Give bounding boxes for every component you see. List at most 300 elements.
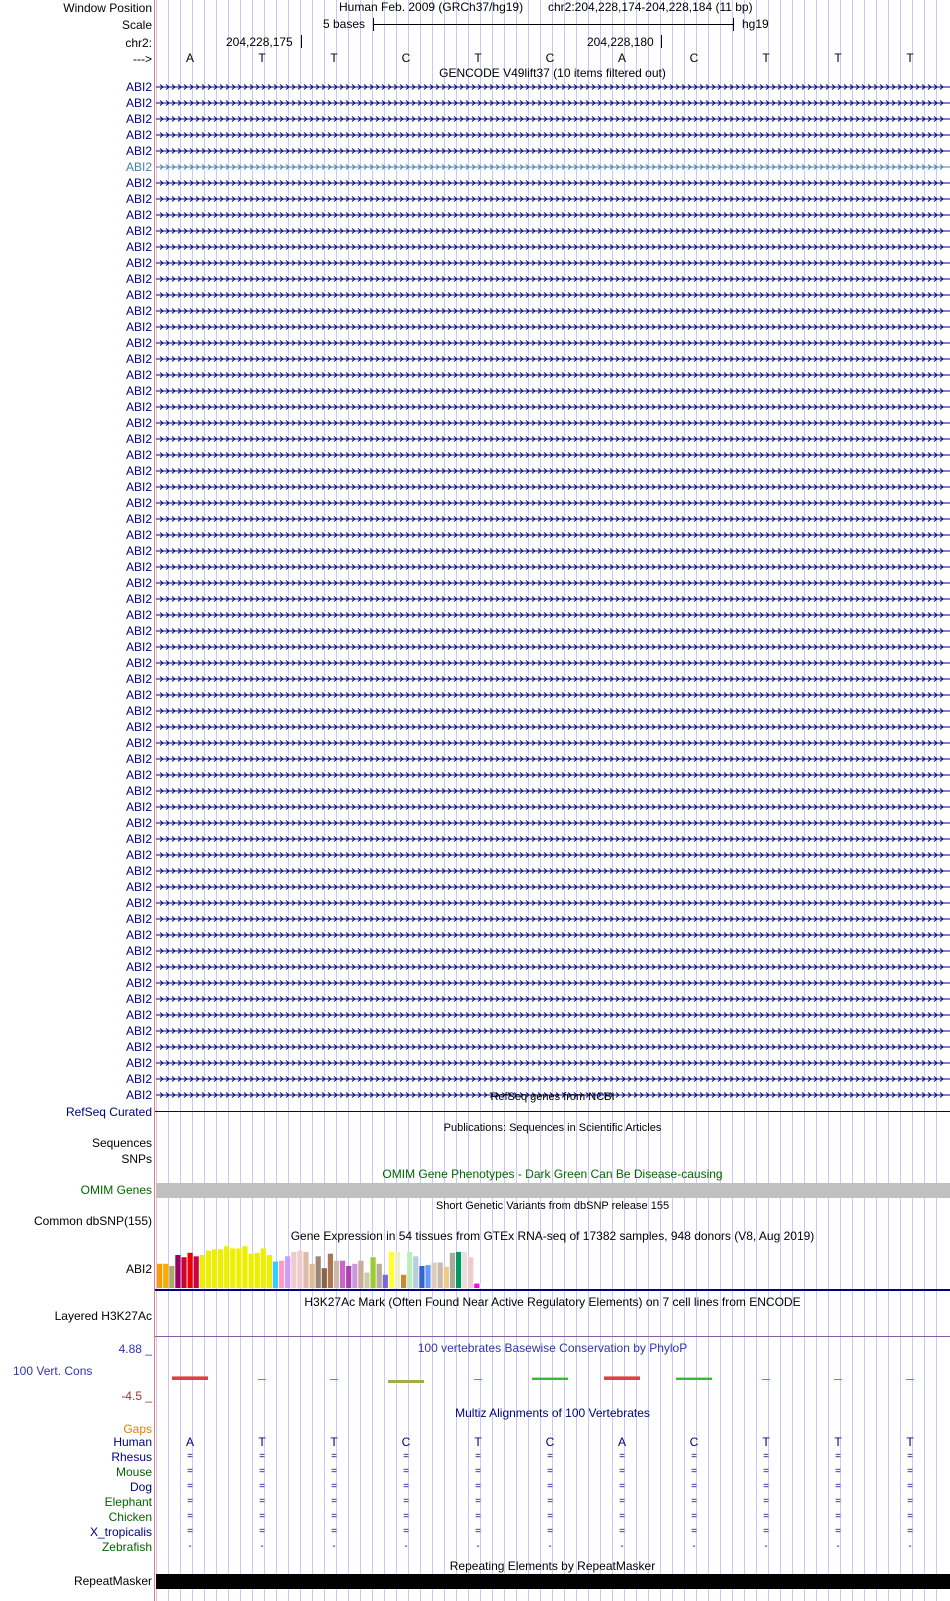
gencode-gene-label[interactable]: ABI2: [125, 784, 152, 798]
multiz-species-label[interactable]: Elephant: [104, 1495, 152, 1509]
gtex-tissue-bar[interactable]: [242, 1246, 247, 1288]
multiz-track-title[interactable]: Multiz Alignments of 100 Vertebrates: [455, 1406, 650, 1420]
gencode-transcript[interactable]: [0, 771, 950, 779]
omim-track-title[interactable]: OMIM Gene Phenotypes - Dark Green Can Be Disease-causing: [382, 1167, 723, 1181]
gencode-gene-label[interactable]: ABI2: [125, 1072, 152, 1086]
gencode-transcript[interactable]: [0, 163, 950, 171]
gtex-tissue-bar[interactable]: [456, 1252, 461, 1288]
base-letter: T: [762, 51, 770, 65]
multiz-match-symbol: =: [475, 1466, 481, 1477]
gencode-gene-label[interactable]: ABI2: [125, 800, 152, 814]
gencode-gene-label[interactable]: ABI2: [125, 384, 152, 398]
gencode-transcript[interactable]: [0, 611, 950, 619]
gencode-transcript[interactable]: [0, 515, 950, 523]
base-letter: T: [906, 51, 914, 65]
multiz-human-base: T: [330, 1435, 338, 1449]
gencode-transcript[interactable]: [0, 915, 950, 923]
gtex-tissue-bar[interactable]: [169, 1266, 174, 1288]
gencode-gene-label[interactable]: ABI2: [125, 720, 152, 734]
gtex-tissue-bar[interactable]: [249, 1254, 254, 1288]
gencode-gene-label[interactable]: ABI2: [125, 848, 152, 862]
gencode-transcript[interactable]: [0, 627, 950, 635]
gtex-tissue-bar[interactable]: [224, 1246, 229, 1288]
multiz-match-symbol: =: [187, 1451, 193, 1462]
gencode-transcript[interactable]: [0, 499, 950, 507]
gencode-gene-label[interactable]: ABI2: [125, 752, 152, 766]
window-position-value: chr2:204,228,174-204,228,184 (11 bp): [548, 0, 753, 14]
refseq-feature-line[interactable]: [155, 1111, 950, 1112]
gtex-tissue-bar[interactable]: [230, 1248, 235, 1288]
gencode-gene-label[interactable]: ABI2: [125, 912, 152, 926]
gencode-gene-label[interactable]: ABI2: [125, 288, 152, 302]
gtex-expression-chart[interactable]: [156, 1244, 950, 1290]
h3k27ac-track-title[interactable]: H3K27Ac Mark (Often Found Near Active Regulatory Elements) on 7 cell lines from ENCODE: [304, 1295, 801, 1309]
gtex-tissue-bar[interactable]: [438, 1262, 443, 1288]
gencode-transcript[interactable]: [0, 211, 950, 219]
multiz-match-symbol: =: [763, 1496, 769, 1507]
gencode-transcript[interactable]: [0, 867, 950, 875]
multiz-match-symbol: -: [260, 1541, 264, 1552]
multiz-match-symbol: =: [835, 1451, 841, 1462]
multiz-match-symbol: =: [763, 1511, 769, 1522]
multiz-match-symbol: -: [404, 1541, 408, 1552]
gtex-tissue-bar[interactable]: [236, 1248, 241, 1288]
multiz-match-symbol: =: [259, 1526, 265, 1537]
gtex-tissue-bar[interactable]: [383, 1275, 388, 1288]
gencode-transcript[interactable]: [0, 99, 950, 107]
gencode-transcript[interactable]: [0, 259, 950, 267]
gtex-tissue-bar[interactable]: [194, 1256, 199, 1288]
multiz-match-symbol: -: [692, 1541, 696, 1552]
gtex-tissue-bar[interactable]: [432, 1262, 437, 1288]
gtex-tissue-bar[interactable]: [218, 1249, 223, 1288]
gencode-transcript[interactable]: [0, 147, 950, 155]
multiz-human-base: C: [689, 1435, 699, 1449]
multiz-species-label[interactable]: Rhesus: [111, 1450, 152, 1464]
gtex-tissue-bar[interactable]: [322, 1268, 327, 1288]
gencode-gene-label[interactable]: ABI2: [125, 544, 152, 558]
multiz-species-label[interactable]: Zebrafish: [101, 1540, 152, 1554]
multiz-match-symbol: -: [332, 1541, 336, 1552]
multiz-match-symbol: =: [619, 1451, 625, 1462]
gencode-gene-label[interactable]: ABI2: [125, 768, 152, 782]
multiz-match-symbol: =: [835, 1496, 841, 1507]
gtex-tissue-bar[interactable]: [480, 1284, 485, 1288]
gencode-gene-label[interactable]: ABI2: [125, 880, 152, 894]
multiz-match-symbol: =: [547, 1466, 553, 1477]
gencode-gene-label[interactable]: ABI2: [125, 400, 152, 414]
gencode-transcript[interactable]: [0, 931, 950, 939]
gtex-tissue-bar[interactable]: [340, 1261, 345, 1288]
gtex-tissue-bar[interactable]: [163, 1264, 168, 1288]
gencode-gene-label[interactable]: ABI2: [125, 336, 152, 350]
phylop-max-label: 4.88 _: [118, 1342, 152, 1356]
gencode-gene-label[interactable]: ABI2: [125, 128, 152, 142]
multiz-match-symbol: =: [835, 1511, 841, 1522]
gencode-transcript[interactable]: [0, 803, 950, 811]
multiz-match-symbol: =: [403, 1526, 409, 1537]
ruler-position-b: 204,228,180: [587, 35, 654, 49]
gencode-transcript[interactable]: [0, 659, 950, 667]
gencode-gene-label[interactable]: ABI2: [125, 992, 152, 1006]
phylop-score-bar[interactable]: [906, 1379, 914, 1380]
gencode-gene-label[interactable]: ABI2: [125, 304, 152, 318]
multiz-human-base: C: [545, 1435, 555, 1449]
gencode-gene-label[interactable]: ABI2: [125, 1056, 152, 1070]
gencode-gene-label[interactable]: ABI2: [125, 672, 152, 686]
gtex-tissue-bar[interactable]: [377, 1264, 382, 1288]
multiz-match-symbol: =: [475, 1481, 481, 1492]
multiz-gaps-label[interactable]: Gaps: [123, 1422, 152, 1436]
gencode-gene-label[interactable]: ABI2: [125, 416, 152, 430]
dbsnp-track-title[interactable]: Short Genetic Variants from dbSNP release 155: [435, 1200, 670, 1212]
gtex-tissue-bar[interactable]: [444, 1267, 449, 1288]
multiz-match-symbol: =: [907, 1526, 913, 1537]
multiz-match-symbol: =: [763, 1481, 769, 1492]
gencode-transcript[interactable]: [0, 419, 950, 427]
phylop-score-bar[interactable]: [172, 1376, 208, 1380]
multiz-match-symbol: =: [619, 1466, 625, 1477]
multiz-human-base: A: [185, 1435, 194, 1449]
gencode-gene-label[interactable]: ABI2: [125, 560, 152, 574]
gencode-gene-label[interactable]: ABI2: [125, 96, 152, 110]
gencode-gene-label[interactable]: ABI2: [125, 320, 152, 334]
gtex-tissue-bar[interactable]: [261, 1248, 266, 1288]
gencode-gene-label[interactable]: ABI2: [125, 832, 152, 846]
gtex-tissue-bar[interactable]: [334, 1261, 339, 1288]
strand-label: --->: [133, 52, 152, 66]
gencode-gene-label[interactable]: ABI2: [125, 816, 152, 830]
pubs-track-label-sequences[interactable]: Sequences: [91, 1136, 152, 1150]
multiz-match-symbol: =: [907, 1466, 913, 1477]
gtex-tissue-bar[interactable]: [401, 1275, 406, 1288]
multiz-match-symbol: =: [403, 1451, 409, 1462]
gencode-gene-label[interactable]: ABI2: [125, 896, 152, 910]
gencode-transcript[interactable]: [0, 899, 950, 907]
gtex-tissue-bar[interactable]: [157, 1264, 162, 1288]
gencode-gene-label[interactable]: ABI2: [125, 576, 152, 590]
gtex-tissue-bar[interactable]: [310, 1264, 315, 1288]
gencode-gene-label[interactable]: ABI2: [125, 448, 152, 462]
multiz-species-label[interactable]: X_tropicalis: [89, 1525, 152, 1539]
gencode-gene-label[interactable]: ABI2: [125, 496, 152, 510]
gtex-tissue-bar[interactable]: [468, 1257, 473, 1288]
multiz-match-symbol: -: [476, 1541, 480, 1552]
multiz-match-symbol: =: [475, 1526, 481, 1537]
gencode-transcript[interactable]: [0, 195, 950, 203]
gencode-gene-label[interactable]: ABI2: [125, 976, 152, 990]
gtex-tissue-bar[interactable]: [285, 1256, 290, 1288]
gencode-gene-label[interactable]: ABI2: [125, 160, 152, 174]
base-letter: C: [401, 51, 411, 65]
rmsk-feature-bar[interactable]: [156, 1574, 950, 1589]
gencode-transcript[interactable]: [0, 723, 950, 731]
multiz-match-symbol: =: [475, 1511, 481, 1522]
phylop-score-bar[interactable]: [532, 1378, 568, 1380]
multiz-match-symbol: =: [763, 1451, 769, 1462]
gencode-transcript[interactable]: [0, 387, 950, 395]
gencode-transcript[interactable]: [0, 227, 950, 235]
multiz-match-symbol: =: [691, 1466, 697, 1477]
gtex-tissue-bar[interactable]: [303, 1252, 308, 1288]
multiz-match-symbol: =: [691, 1451, 697, 1462]
gtex-tissue-bar[interactable]: [346, 1266, 351, 1288]
multiz-match-symbol: =: [187, 1466, 193, 1477]
gencode-transcript[interactable]: [0, 355, 950, 363]
gtex-tissue-bar[interactable]: [419, 1266, 424, 1288]
multiz-match-symbol: =: [547, 1481, 553, 1492]
gencode-transcript[interactable]: [0, 579, 950, 587]
gencode-transcript[interactable]: [0, 835, 950, 843]
multiz-match-symbol: =: [547, 1511, 553, 1522]
gencode-transcript[interactable]: [0, 115, 950, 123]
gencode-gene-label[interactable]: ABI2: [125, 944, 152, 958]
gencode-gene-label[interactable]: ABI2: [125, 480, 152, 494]
gencode-transcript[interactable]: [0, 291, 950, 299]
base-letter: T: [834, 51, 842, 65]
gencode-gene-label[interactable]: ABI2: [125, 960, 152, 974]
gencode-gene-label[interactable]: ABI2: [125, 256, 152, 270]
gencode-gene-label[interactable]: ABI2: [125, 208, 152, 222]
gencode-transcript[interactable]: [0, 707, 950, 715]
multiz-species-label[interactable]: Chicken: [108, 1510, 152, 1524]
multiz-match-symbol: -: [620, 1541, 624, 1552]
gencode-transcript[interactable]: [0, 1027, 950, 1035]
pubs-track-title[interactable]: Publications: Sequences in Scientific Articles: [443, 1122, 662, 1134]
gencode-gene-label[interactable]: ABI2: [125, 864, 152, 878]
gencode-gene-label[interactable]: ABI2: [125, 368, 152, 382]
base-letter: C: [689, 51, 699, 65]
multiz-match-symbol: =: [331, 1481, 337, 1492]
multiz-human-base: T: [834, 1435, 842, 1449]
gencode-gene-label[interactable]: ABI2: [125, 112, 152, 126]
gencode-transcript[interactable]: [0, 339, 950, 347]
base-letter: T: [474, 51, 482, 65]
multiz-match-symbol: =: [403, 1481, 409, 1492]
gencode-gene-label[interactable]: ABI2: [125, 512, 152, 526]
gencode-transcript[interactable]: [0, 963, 950, 971]
gencode-gene-label[interactable]: ABI2: [125, 272, 152, 286]
gtex-tissue-bar[interactable]: [291, 1252, 296, 1288]
multiz-match-symbol: =: [907, 1451, 913, 1462]
base-letter: A: [617, 51, 626, 65]
base-letter: A: [185, 51, 194, 65]
gencode-gene-label[interactable]: ABI2: [125, 432, 152, 446]
gencode-transcript[interactable]: [0, 323, 950, 331]
gencode-gene-label[interactable]: ABI2: [125, 928, 152, 942]
phylop-track-title[interactable]: 100 vertebrates Basewise Conservation by PhyloP: [417, 1341, 688, 1355]
gencode-track-title[interactable]: GENCODE V49lift37 (10 items filtered out): [439, 66, 666, 80]
gencode-transcript[interactable]: [0, 755, 950, 763]
gencode-gene-label[interactable]: ABI2: [125, 528, 152, 542]
h3k27ac-track-label[interactable]: Layered H3K27Ac: [54, 1309, 152, 1323]
gtex-tissue-bar[interactable]: [358, 1261, 363, 1288]
gtex-tissue-bar[interactable]: [407, 1252, 412, 1288]
multiz-match-symbol: =: [475, 1451, 481, 1462]
multiz-match-symbol: =: [403, 1496, 409, 1507]
gencode-gene-label[interactable]: ABI2: [125, 1088, 152, 1102]
scale-bar: [373, 24, 733, 25]
multiz-match-symbol: =: [835, 1466, 841, 1477]
gencode-transcript[interactable]: [0, 643, 950, 651]
gencode-gene-label[interactable]: ABI2: [125, 1024, 152, 1038]
gtex-tissue-bar[interactable]: [364, 1273, 369, 1288]
multiz-human-base: T: [762, 1435, 770, 1449]
multiz-match-symbol: =: [907, 1496, 913, 1507]
gencode-transcript[interactable]: [0, 243, 950, 251]
gencode-gene-label[interactable]: ABI2: [125, 144, 152, 158]
gencode-gene-label[interactable]: ABI2: [125, 656, 152, 670]
gtex-tissue-bar[interactable]: [413, 1256, 418, 1288]
gencode-gene-label[interactable]: ABI2: [125, 704, 152, 718]
gencode-gene-label[interactable]: ABI2: [125, 224, 152, 238]
gencode-transcript[interactable]: [0, 883, 950, 891]
multiz-match-symbol: =: [331, 1466, 337, 1477]
gencode-gene-label[interactable]: ABI2: [125, 240, 152, 254]
gencode-transcript[interactable]: [0, 675, 950, 683]
phylop-chart[interactable]: [155, 1360, 950, 1400]
multiz-match-symbol: =: [331, 1496, 337, 1507]
gencode-gene-label[interactable]: ABI2: [125, 464, 152, 478]
omim-track-label[interactable]: OMIM Genes: [80, 1183, 152, 1197]
gencode-transcript[interactable]: [0, 547, 950, 555]
omim-feature-bar[interactable]: [156, 1183, 950, 1198]
gtex-tissue-bar[interactable]: [279, 1261, 284, 1288]
multiz-match-symbol: =: [835, 1481, 841, 1492]
gencode-transcript[interactable]: [0, 451, 950, 459]
phylop-min-label: -4.5 _: [121, 1389, 152, 1403]
gtex-tissue-bar[interactable]: [371, 1257, 376, 1288]
gtex-tissue-bar[interactable]: [328, 1254, 333, 1288]
gencode-transcript[interactable]: [0, 563, 950, 571]
gtex-tissue-bar[interactable]: [395, 1252, 400, 1288]
gencode-transcript[interactable]: [0, 275, 950, 283]
multiz-match-symbol: =: [403, 1466, 409, 1477]
gencode-transcript[interactable]: [0, 131, 950, 139]
multiz-match-symbol: =: [259, 1496, 265, 1507]
gencode-gene-label[interactable]: ABI2: [125, 192, 152, 206]
gtex-tissue-bar[interactable]: [474, 1284, 479, 1288]
gencode-transcript[interactable]: [0, 1011, 950, 1019]
refseq-track-label[interactable]: RefSeq Curated: [65, 1105, 152, 1119]
phylop-score-bar[interactable]: [676, 1378, 712, 1380]
phylop-score-bar[interactable]: [474, 1379, 482, 1380]
gtex-tissue-bar[interactable]: [273, 1262, 278, 1288]
gtex-tissue-bar[interactable]: [316, 1256, 321, 1288]
gencode-transcript[interactable]: [0, 483, 950, 491]
multiz-match-symbol: =: [619, 1481, 625, 1492]
gencode-transcript[interactable]: [0, 83, 950, 91]
phylop-score-bar[interactable]: [388, 1380, 424, 1383]
multiz-match-symbol: =: [187, 1481, 193, 1492]
gencode-gene-label[interactable]: ABI2: [125, 1040, 152, 1054]
gencode-gene-label[interactable]: ABI2: [125, 688, 152, 702]
gencode-gene-label[interactable]: ABI2: [125, 736, 152, 750]
gencode-transcript[interactable]: [0, 995, 950, 1003]
gencode-transcript[interactable]: [0, 1075, 950, 1083]
gencode-gene-label[interactable]: ABI2: [125, 608, 152, 622]
rmsk-track-title[interactable]: Repeating Elements by RepeatMasker: [449, 1559, 656, 1573]
gtex-tissue-bar[interactable]: [267, 1255, 272, 1288]
phylop-score-bar[interactable]: [604, 1376, 640, 1380]
gtex-track-label[interactable]: ABI2: [125, 1262, 152, 1276]
gencode-transcript[interactable]: [0, 851, 950, 859]
gtex-tissue-bar[interactable]: [181, 1257, 186, 1288]
gencode-transcript[interactable]: [0, 1059, 950, 1067]
gencode-transcript[interactable]: [0, 403, 950, 411]
gencode-transcript[interactable]: [0, 979, 950, 987]
phylop-track-label[interactable]: 100 Vert. Cons: [13, 1364, 93, 1378]
scale-text: 5 bases: [323, 17, 366, 31]
multiz-match-symbol: -: [188, 1541, 192, 1552]
gtex-tissue-bar[interactable]: [188, 1253, 193, 1288]
gtex-tissue-bar[interactable]: [212, 1249, 217, 1288]
refseq-track-title[interactable]: RefSeq genes from NCBI: [490, 1091, 615, 1103]
multiz-match-symbol: =: [619, 1526, 625, 1537]
gtex-track-title[interactable]: Gene Expression in 54 tissues from GTEx RNA-seq of 17382 samples, 948 donors (V8, Aug 2019): [290, 1229, 815, 1243]
multiz-match-symbol: =: [259, 1466, 265, 1477]
gtex-tissue-bar[interactable]: [297, 1251, 302, 1288]
gencode-transcript[interactable]: [0, 307, 950, 315]
phylop-score-bar[interactable]: [762, 1379, 770, 1380]
gencode-gene-label[interactable]: ABI2: [125, 176, 152, 190]
gencode-gene-label[interactable]: ABI2: [125, 352, 152, 366]
multiz-species-label[interactable]: Dog: [129, 1480, 152, 1494]
gtex-tissue-bar[interactable]: [425, 1265, 430, 1288]
gtex-tissue-bar[interactable]: [389, 1252, 394, 1288]
multiz-human-base: T: [258, 1435, 266, 1449]
scale-bar-right-tick: [733, 18, 734, 31]
gencode-transcript[interactable]: [0, 691, 950, 699]
multiz-match-symbol: =: [475, 1496, 481, 1507]
gencode-transcript[interactable]: [0, 947, 950, 955]
multiz-species-label[interactable]: Mouse: [115, 1465, 152, 1479]
phylop-score-bar[interactable]: [834, 1379, 842, 1380]
multiz-match-symbol: -: [836, 1541, 840, 1552]
gencode-transcript[interactable]: [0, 787, 950, 795]
multiz-species-label[interactable]: Human: [113, 1435, 152, 1449]
gencode-transcript[interactable]: [0, 595, 950, 603]
gencode-transcript[interactable]: [0, 371, 950, 379]
pubs-track-label-snps[interactable]: SNPs: [121, 1152, 152, 1166]
gencode-transcript[interactable]: [0, 819, 950, 827]
gencode-gene-label[interactable]: ABI2: [125, 592, 152, 606]
gencode-transcript[interactable]: [0, 739, 950, 747]
gtex-tissue-bar[interactable]: [175, 1255, 180, 1288]
gencode-transcript[interactable]: [0, 467, 950, 475]
rmsk-track-label[interactable]: RepeatMasker: [73, 1574, 152, 1588]
gencode-transcript[interactable]: [0, 531, 950, 539]
gtex-tissue-bar[interactable]: [462, 1252, 467, 1288]
gencode-gene-label[interactable]: ABI2: [125, 624, 152, 638]
gencode-gene-label[interactable]: ABI2: [125, 80, 152, 94]
gencode-transcript[interactable]: [0, 179, 950, 187]
phylop-score-bar[interactable]: [330, 1379, 338, 1380]
gencode-transcript[interactable]: [0, 1043, 950, 1051]
gencode-gene-label[interactable]: ABI2: [125, 640, 152, 654]
phylop-score-bar[interactable]: [258, 1379, 266, 1380]
gtex-tissue-bar[interactable]: [352, 1264, 357, 1288]
dbsnp-track-label[interactable]: Common dbSNP(155): [33, 1214, 152, 1228]
gencode-gene-label[interactable]: ABI2: [125, 1008, 152, 1022]
chrom-label: chr2:: [125, 36, 152, 50]
gencode-transcript[interactable]: [0, 435, 950, 443]
gtex-tissue-bar[interactable]: [200, 1255, 205, 1288]
gtex-tissue-bar[interactable]: [255, 1253, 260, 1288]
multiz-match-symbol: -: [908, 1541, 912, 1552]
gtex-tissue-bar[interactable]: [450, 1253, 455, 1288]
gtex-tissue-bar[interactable]: [206, 1251, 211, 1288]
